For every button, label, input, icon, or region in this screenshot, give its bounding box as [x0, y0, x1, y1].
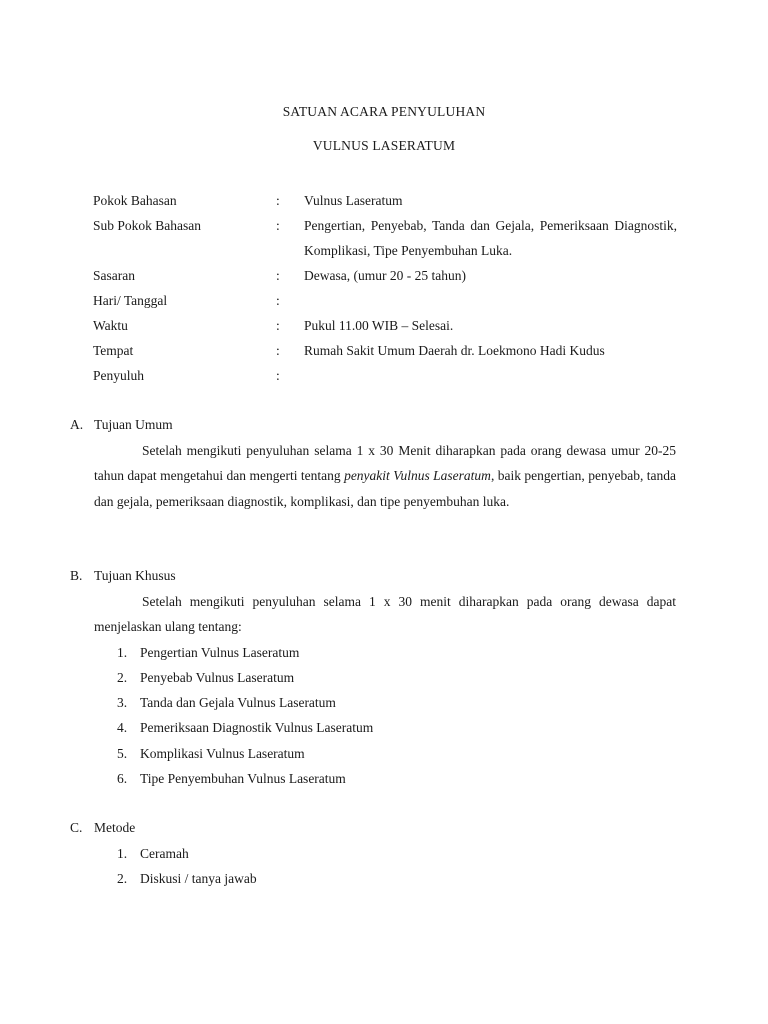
- info-label: Pokok Bahasan: [93, 193, 177, 208]
- paragraph-text: , baik pengertian, penyebab, tanda dan gejala, pemeriksaan diagnostik, komplikasi, dan tipe penyembuhan luka.: [94, 468, 676, 509]
- section-title: Tujuan Umum: [94, 417, 173, 432]
- info-row-penyuluh: [93, 363, 677, 388]
- list-number: 1.: [117, 845, 128, 861]
- info-colon: :: [276, 318, 280, 333]
- list-item: [117, 841, 676, 866]
- list-number: 1.: [117, 644, 128, 660]
- section-letter: C.: [70, 820, 83, 835]
- section-heading: [70, 815, 676, 841]
- list-text: Pengertian Vulnus Laseratum: [140, 644, 300, 660]
- section-title: Tujuan Khusus: [94, 568, 176, 583]
- list-item: [117, 741, 676, 766]
- section-heading: [70, 563, 676, 589]
- list-text: Komplikasi Vulnus Laseratum: [140, 745, 305, 761]
- list-item: [117, 665, 676, 690]
- info-value: Dewasa, (umur 20 - 25 tahun): [304, 268, 466, 283]
- section-title: Metode: [94, 820, 136, 835]
- info-colon: :: [276, 293, 280, 308]
- list-text: Tanda dan Gejala Vulnus Laseratum: [140, 695, 336, 711]
- list-text: Penyebab Vulnus Laseratum: [140, 669, 295, 685]
- info-value: [304, 363, 677, 388]
- info-row-sasaran: [93, 263, 677, 288]
- info-colon: :: [276, 193, 280, 208]
- section-heading: [70, 412, 676, 438]
- info-label: Penyuluh: [93, 368, 145, 383]
- info-colon: :: [276, 218, 280, 233]
- info-colon: :: [276, 368, 280, 383]
- info-value: [304, 288, 677, 313]
- info-row-tempat: [93, 338, 677, 363]
- section-letter: B.: [70, 568, 83, 583]
- paragraph-text: Setelah mengikuti penyuluhan selama 1 x 30 Menit diharapkan pada orang dewasa umur 20-25 tahun dapat mengetahui dan mengerti tentang: [94, 442, 676, 483]
- list-number: 6.: [117, 770, 128, 786]
- list-text: Pemeriksaan Diagnostik Vulnus Laseratum: [140, 720, 374, 736]
- section-tujuan-umum: [70, 412, 676, 514]
- info-colon: :: [276, 268, 280, 283]
- list-number: 4.: [117, 720, 128, 736]
- list-number: 3.: [117, 695, 128, 711]
- info-label: Waktu: [93, 318, 128, 333]
- list-number: 2.: [117, 870, 128, 886]
- list-text: Tipe Penyembuhan Vulnus Laseratum: [140, 770, 346, 786]
- list-item: [117, 640, 676, 665]
- section-paragraph: [94, 438, 676, 515]
- list-item: [117, 866, 676, 891]
- section-letter: A.: [70, 417, 84, 432]
- info-colon: :: [276, 343, 280, 358]
- section-tujuan-khusus: [70, 563, 676, 791]
- document-title: SATUAN ACARA PENYULUHAN: [282, 104, 486, 119]
- info-value: Vulnus Laseratum: [304, 193, 403, 208]
- info-value: Rumah Sakit Umum Daerah dr. Loekmono Hadi Kudus: [304, 343, 605, 358]
- info-value: Pengertian, Penyebab, Tanda dan Gejala, Pemeriksaan Diagnostik, Komplikasi, Tipe Penyembuhan Luka.: [304, 218, 677, 258]
- methods-list: [117, 841, 676, 892]
- info-label: Sub Pokok Bahasan: [93, 218, 201, 233]
- list-text: Ceramah: [140, 845, 189, 861]
- list-item: [117, 766, 676, 791]
- info-label: Sasaran: [93, 268, 135, 283]
- section-metode: [70, 815, 676, 891]
- objectives-list: [117, 640, 676, 792]
- info-value: Pukul 11.00 WIB – Selesai.: [304, 318, 454, 333]
- info-row-hari-tanggal: [93, 288, 677, 313]
- list-text: Diskusi / tanya jawab: [140, 870, 257, 886]
- info-row-waktu: [93, 313, 677, 338]
- info-row-pokok-bahasan: [93, 188, 677, 213]
- info-row-sub-pokok-bahasan: [93, 213, 677, 263]
- paragraph-italic-text: penyakit Vulnus Laseratum: [344, 468, 491, 483]
- list-number: 5.: [117, 745, 128, 761]
- document-subtitle: VULNUS LASERATUM: [312, 138, 456, 153]
- info-label: Hari/ Tanggal: [93, 293, 168, 308]
- list-item: [117, 690, 676, 715]
- section-paragraph: Setelah mengikuti penyuluhan selama 1 x 30 menit diharapkan pada orang dewasa dapat menjelaskan ulang tentang:: [94, 593, 676, 634]
- list-item: [117, 715, 676, 740]
- info-label: Tempat: [93, 343, 134, 358]
- info-table: [93, 188, 677, 388]
- list-number: 2.: [117, 669, 128, 685]
